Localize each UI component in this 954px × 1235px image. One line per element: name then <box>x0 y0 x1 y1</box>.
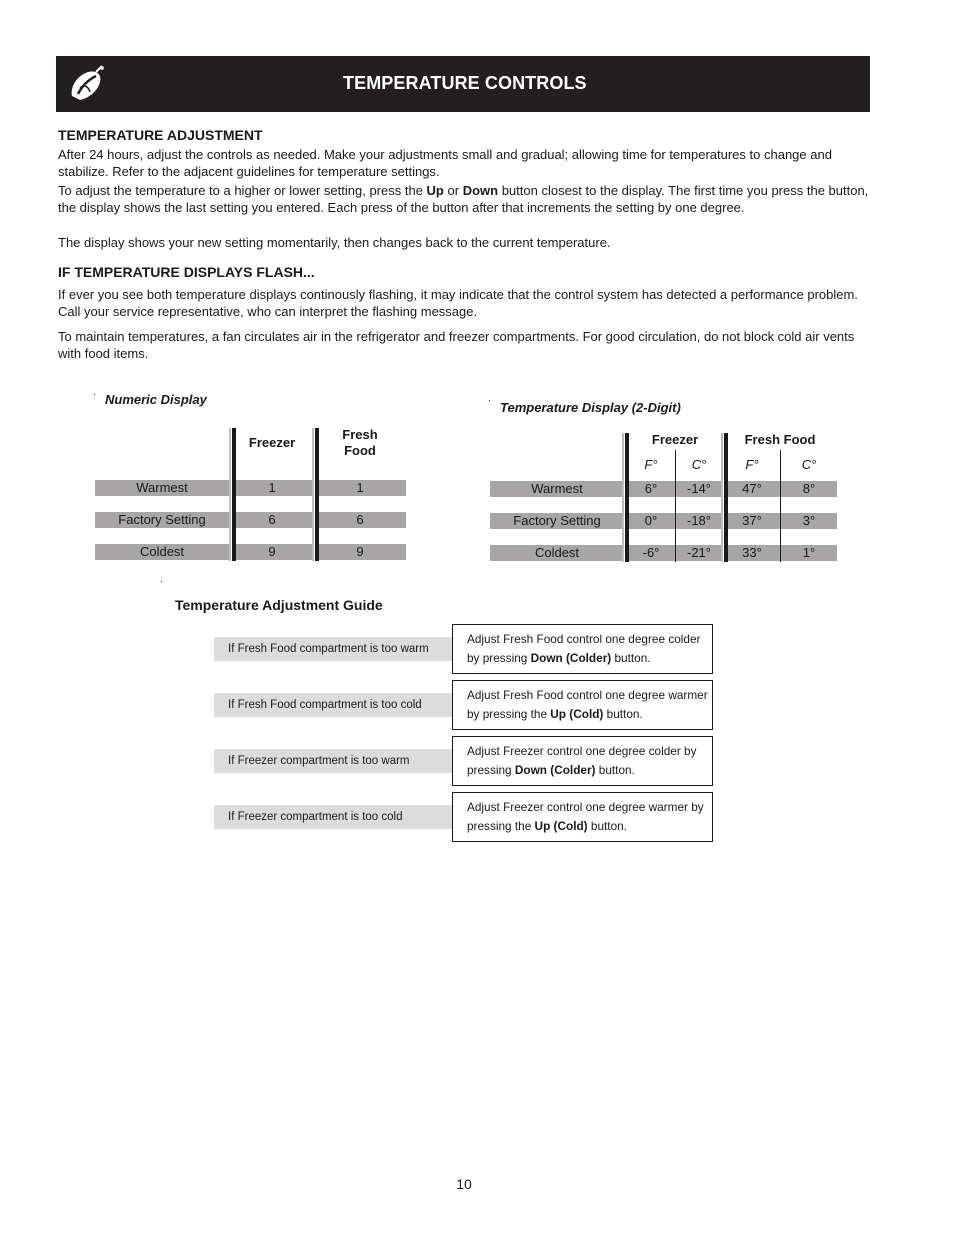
guide-title: Temperature Adjustment Guide <box>175 597 383 613</box>
adjustment-heading: TEMPERATURE ADJUSTMENT <box>58 127 263 143</box>
two-digit-cell: 3° <box>802 513 816 528</box>
up-term: Up <box>426 183 444 198</box>
two-digit-cell: -14° <box>687 481 711 496</box>
numeric-cell: 6 <box>356 512 364 527</box>
section-banner <box>56 56 870 112</box>
two-digit-cell: 33° <box>742 545 762 560</box>
numeric-display-caption: Numeric Display <box>105 392 207 407</box>
numeric-cell: 1 <box>268 480 276 495</box>
adjustment-paragraph-1: After 24 hours, adjust the controls as needed. Make your adjustments small and gradual; allowing time for temperatures to change and stabilize. Refer to the adjacent guidelines for temperature settings. <box>58 147 832 179</box>
two-digit-unit-divider-2 <box>780 450 781 562</box>
flash-heading: IF TEMPERATURE DISPLAYS FLASH... <box>58 264 315 280</box>
flash-paragraph-1: If ever you see both temperature displays continously flashing, it may indicate that the control system has detected a performance problem. Call your service representative, who can interpret the flashing message. <box>58 287 858 319</box>
numeric-divider-1 <box>229 428 236 561</box>
numeric-divider-2 <box>312 428 319 561</box>
two-digit-cell: 37° <box>742 513 762 528</box>
two-digit-unit-divider-1 <box>675 450 676 562</box>
unit-c: C° <box>801 457 817 472</box>
page-number: 10 <box>456 1176 472 1192</box>
numeric-cell: 6 <box>268 512 276 527</box>
two-digit-cell: 0° <box>644 513 658 528</box>
page-title: TEMPERATURE CONTROLS <box>343 73 587 93</box>
two-digit-cell: -18° <box>687 513 711 528</box>
two-digit-cell: 8° <box>802 481 816 496</box>
unit-f: F° <box>644 457 658 472</box>
two-digit-row-label: Factory Setting <box>513 513 601 528</box>
guide-condition: If Freezer compartment is too cold <box>214 805 452 829</box>
numeric-row-label: Factory Setting <box>118 512 206 527</box>
unit-c: C° <box>691 457 707 472</box>
numeric-row-label: Coldest <box>139 544 185 559</box>
two-digit-divider-1 <box>622 433 629 562</box>
unit-f: F° <box>745 457 759 472</box>
numeric-col-fresh: Fresh Food <box>342 427 378 458</box>
guide-action: Adjust Freezer control one degree colder by pressing Down (Colder) button. <box>452 736 713 786</box>
down-term: Down <box>462 183 499 198</box>
two-digit-cell: 47° <box>742 481 762 496</box>
numeric-cell: 9 <box>268 544 276 559</box>
two-digit-display-caption: Temperature Display (2-Digit) <box>500 400 681 415</box>
numeric-cell: 9 <box>356 544 364 559</box>
guide-condition: If Freezer compartment is too warm <box>214 749 452 773</box>
thermometer-hand-icon <box>66 62 110 106</box>
adjustment-paragraph-2: To adjust the temperature to a higher or lower setting, press the Up or Down button closest to the display. The first time you press the button, the display shows the last setting you entered. Each press of the button after that increments the setting by one degree. <box>58 183 869 215</box>
guide-action: Adjust Fresh Food control one degree warmer by pressing the Up (Cold) button. <box>452 680 713 730</box>
two-digit-row-label: Coldest <box>534 545 580 560</box>
numeric-cell: 1 <box>356 480 364 495</box>
guide-condition: If Fresh Food compartment is too warm <box>214 637 452 661</box>
two-digit-col-freezer: Freezer <box>651 432 699 447</box>
numeric-row-label: Warmest <box>136 480 188 495</box>
two-digit-cell: -21° <box>687 545 711 560</box>
adjustment-paragraph-3: The display shows your new setting momentarily, then changes back to the current temperature. <box>58 235 611 250</box>
two-digit-col-fresh: Fresh Food <box>744 432 816 447</box>
guide-action: Adjust Fresh Food control one degree colder by pressing Down (Colder) button. <box>452 624 713 674</box>
guide-condition: If Fresh Food compartment is too cold <box>214 693 452 717</box>
guide-action: Adjust Freezer control one degree warmer by pressing the Up (Cold) button. <box>452 792 713 842</box>
two-digit-row-label: Warmest <box>531 481 583 496</box>
two-digit-divider-2 <box>721 433 728 562</box>
two-digit-cell: -6° <box>642 545 660 560</box>
numeric-col-freezer: Freezer <box>248 435 296 450</box>
two-digit-cell: 1° <box>802 545 816 560</box>
two-digit-cell: 6° <box>644 481 658 496</box>
flash-paragraph-2: To maintain temperatures, a fan circulates air in the refrigerator and freezer compartments. For good circulation, do not block cold air vents with food items. <box>58 329 855 361</box>
